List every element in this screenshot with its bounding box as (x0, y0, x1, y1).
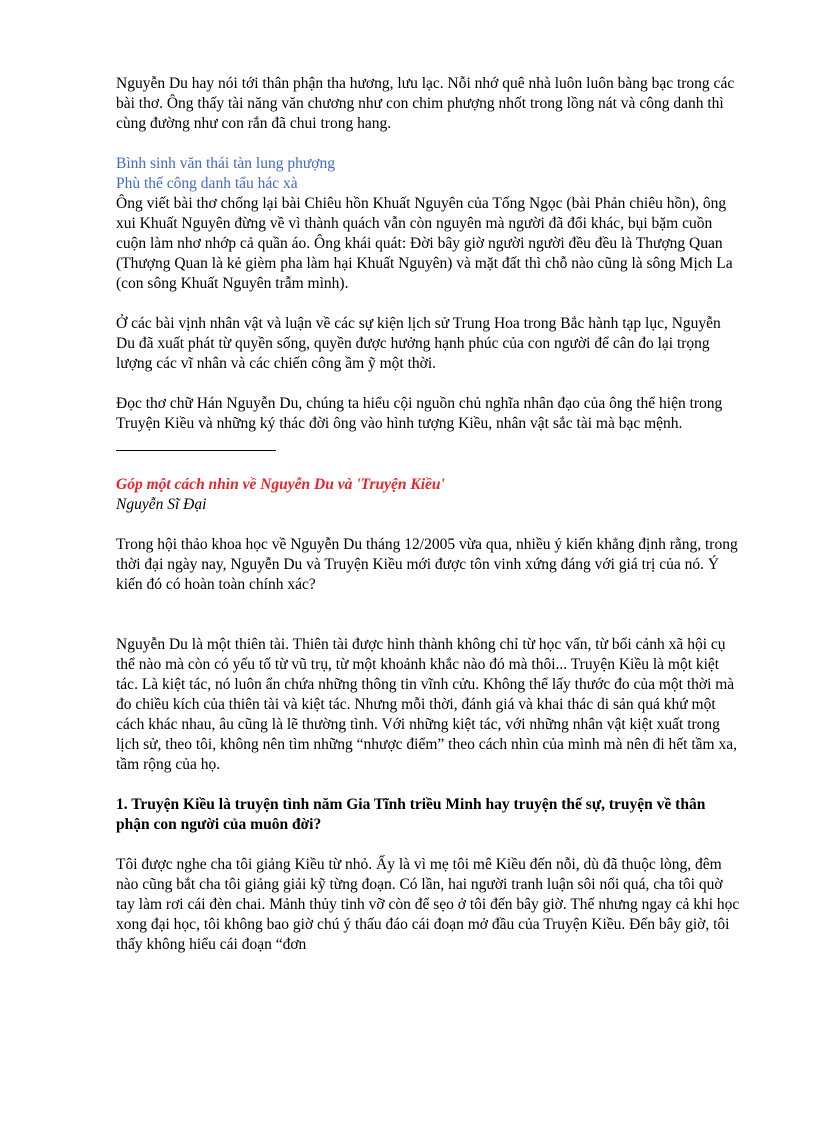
paragraph-conclusion: Đọc thơ chữ Hán Nguyễn Du, chúng ta hiểu cội nguồn chủ nghĩa nhân đạo của ông thể hiện trong Truyện Kiều và những ký thác đời ông vào hình tượng Kiều, nhân vật sắc tài mà bạc mệnh. (116, 395, 723, 432)
section-heading-1: 1. Truyện Kiều là truyện tình năm Gia Tĩnh triều Minh hay truyện thế sự, truyện về thân phận con người của muôn đời? (116, 796, 706, 833)
spacer (116, 835, 740, 855)
spacer (116, 595, 740, 635)
spacer (116, 775, 740, 795)
article-body-genius: Nguyễn Du là một thiên tài. Thiên tài được hình thành không chỉ từ học vấn, từ bối cảnh xã hội cụ thể nào mà còn có yếu tố từ vũ trụ, từ một khoảnh khắc nào đó mà thôi... Truyện Kiều là một kiệt tác. Là kiệt tác, nó luôn ẩn chứa những thông tin vĩnh cửu. Không thể lấy thước đo của một thời mà đo chiều kích của thiên tài và kiệt tác. Nhưng mỗi thời, đánh giá và khai thác di sản quá khứ một cách khác nhau, âu cũng là lẽ thường tình. Với những kiệt tác, với những nhân vật kiệt xuất trong lịch sử, theo tôi, không nên tìm những “nhược điểm” theo cách nhìn của mình mà nên đi hết tầm xa, tầm rộng của họ. (116, 636, 737, 773)
article-intro: Trong hội thảo khoa học về Nguyễn Du tháng 12/2005 vừa qua, nhiều ý kiến khẳng định rằng, trong thời đại ngày nay, Nguyễn Du và Truyện Kiều mới được tôn vinh xứng đáng với giá trị của nó. Ý kiến đó có hoàn toàn chính xác? (116, 536, 738, 593)
spacer (116, 294, 740, 314)
poem-line-1: Bình sinh văn thái tàn lung phượng (116, 155, 335, 172)
paragraph-bac-hanh: Ở các bài vịnh nhân vật và luận về các sự kiện lịch sử Trung Hoa trong Bắc hành tạp lục, Nguyễn Du đã xuất phát từ quyền sống, quyền được hưởng hạnh phúc của con người để cân đo lại trọng lượng các vĩ nhân và các chiến công ầm ỹ một thời. (116, 315, 721, 372)
section-divider (116, 450, 276, 451)
poem-line-2: Phù thế công danh tẩu hác xà (116, 175, 298, 192)
article-title: Góp một cách nhìn về Nguyễn Du và 'Truyện Kiều' (116, 476, 445, 493)
spacer (116, 374, 740, 394)
article-body-memory: Tôi được nghe cha tôi giảng Kiều từ nhỏ. Ấy là vì mẹ tôi mê Kiều đến nỗi, dù đã thuộc lòng, đêm nào cũng bắt cha tôi giảng giải kỹ từng đoạn. Có lần, hai người tranh luận sôi nổi quá, cha tôi quờ tay làm rơi cái đèn chai. Mảnh thủy tinh vỡ còn để sẹo ở tôi đến bây giờ. Thế nhưng ngay cả khi học xong đại học, tôi không bao giờ chú ý thấu đáo cái đoạn mở đầu của Truyện Kiều. Đến bây giờ, tôi thấy không hiểu cái đoạn “đơn (116, 856, 740, 953)
spacer (116, 515, 740, 535)
paragraph-homesick: Nguyễn Du hay nói tới thân phận tha hương, lưu lạc. Nỗi nhớ quê nhà luôn luôn bàng bạc trong các bài thơ. Ông thấy tài năng văn chương như con chim phượng nhốt trong lồng nát và công danh thì cùng đường như con rắn đã chui trong hang. (116, 75, 735, 132)
paragraph-phan-chieu-hon: Ông viết bài thơ chống lại bài Chiêu hồn Khuất Nguyên của Tống Ngọc (bài Phản chiêu hồn), ông xui Khuất Nguyên đừng về vì thành quách vẫn còn nguyên mà người đã đổi khác, bụi bặm cuồn cuộn làm nhơ nhớp cả quần áo. Ông khái quát: Đời bây giờ người người đều đều là Thượng Quan (Thượng Quan là kẻ gièm pha làm hại Khuất Nguyên) và mặt đất thì chỗ nào cũng là sông Mịch La (con sông Khuất Nguyên trẫm mình). (116, 195, 733, 292)
document-page (116, 74, 740, 955)
spacer (116, 134, 740, 154)
article-author: Nguyễn Sĩ Đại (116, 496, 207, 513)
